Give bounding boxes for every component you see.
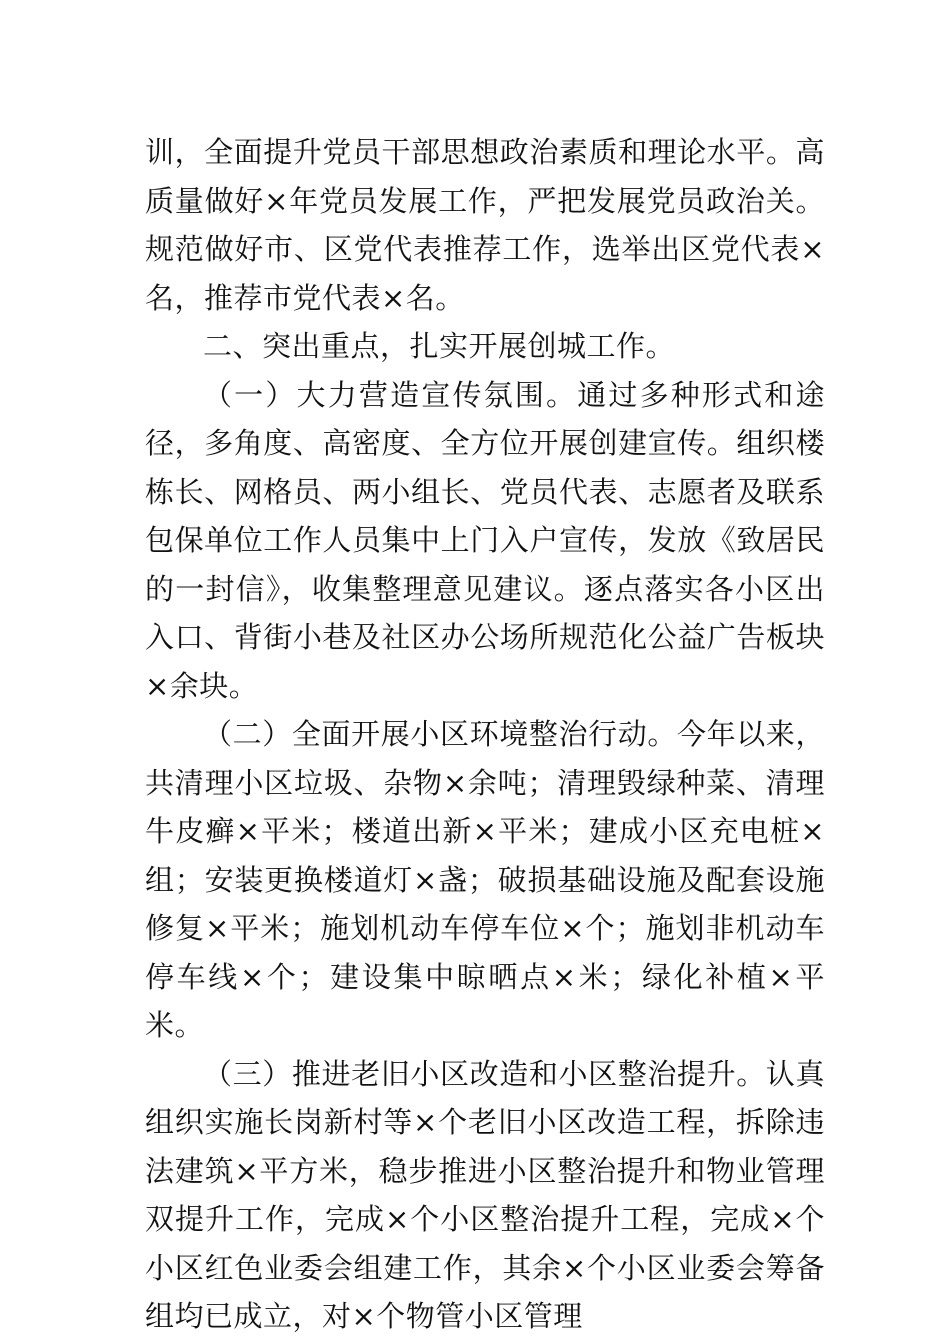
paragraph-publicity: （一）大力营造宣传氛围。通过多种形式和途径，多角度、高密度、全方位开展创建宣传。组织楼栋长、网格员、两小组长、党员代表、志愿者及联系包保单位工作人员集中上门入户宣传，发放《致居民的一封信》，收集整理意见建议。逐点落实各小区出入口、背街小巷及社区办公场所规范化公益广告板块×余块。	[145, 377, 825, 703]
document-body	[145, 128, 825, 1341]
paragraph-party-building-continued: 训，全面提升党员干部思想政治素质和理论水平。高质量做好×年党员发展工作，严把发展党员政治关。规范做好市、区党代表推荐工作，选举出区党代表×名，推荐市党代表×名。	[145, 135, 825, 315]
paragraph-environment-renovation: （二）全面开展小区环境整治行动。今年以来，共清理小区垃圾、杂物×余吨；清理毁绿种菜、清理牛皮癣×平米；楼道出新×平米；建成小区充电桩×组；安装更换楼道灯×盏；破损基础设施及配套设施修复×平米；施划机动车停车位×个；施划非机动车停车线×个；建设集中晾晒点×米；绿化补植×平米。	[145, 717, 825, 1042]
paragraph-old-community-renovation: （三）推进老旧小区改造和小区整治提升。认真组织实施长岗新村等×个老旧小区改造工程，拆除违法建筑×平方米，稳步推进小区整治提升和物业管理双提升工作，完成×个小区整治提升工程，完成×个小区红色业委会组建工作，其余×个小区业委会筹备组均已成立，对×个物管小区管理	[145, 1056, 825, 1333]
section-heading-city-creation: 二、突出重点，扎实开展创城工作。	[203, 329, 676, 363]
